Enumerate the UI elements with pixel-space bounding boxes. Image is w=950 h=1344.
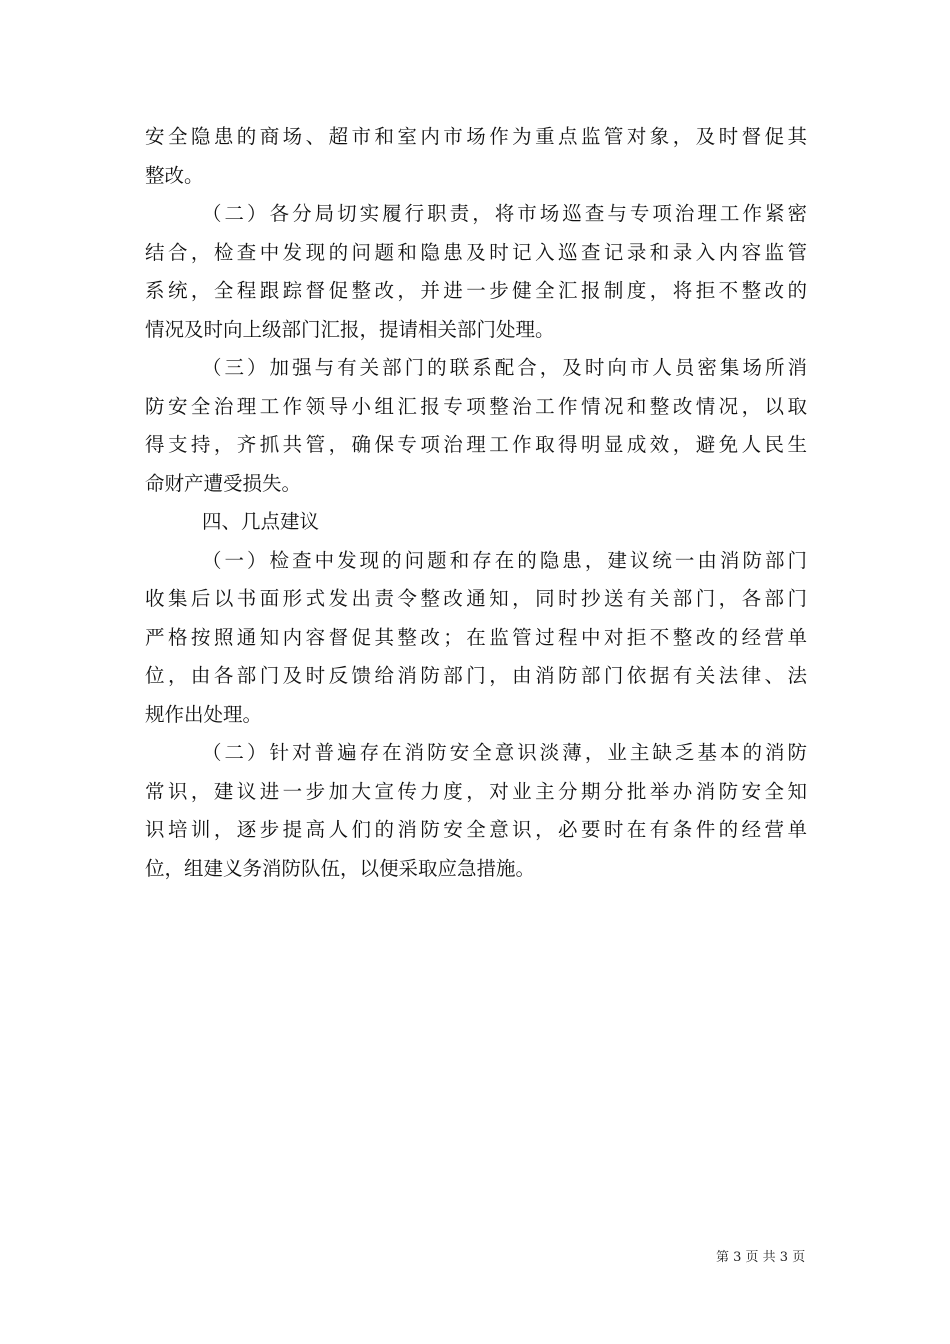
text-line: 位，组建义务消防队伍，以便采取应急措施。 <box>145 856 536 880</box>
text-line: 识培训，逐步提高人们的消防安全意识，必要时在有条件的经营单 <box>145 818 807 841</box>
text-line: 整改。 <box>145 163 204 187</box>
text-line: 情况及时向上级部门汇报，提请相关部门处理。 <box>145 317 555 341</box>
document-body <box>145 118 807 888</box>
text-line: 严格按照通知内容督促其整改；在监管过程中对拒不整改的经营单 <box>145 625 807 649</box>
paragraph-item-3 <box>145 349 807 503</box>
text-line: 常识，建议进一步加大宣传力度，对业主分期分批举办消防安全知 <box>145 779 807 803</box>
text-line: 收集后以书面形式发出责令整改通知，同时抄送有关部门，各部门 <box>145 587 807 610</box>
paragraph-continuation <box>145 118 807 195</box>
paragraph-suggestion-2 <box>145 734 807 888</box>
text-line: 安全隐患的商场、超市和室内市场作为重点监管对象，及时督促其 <box>145 125 807 148</box>
section-title: 四、几点建议 <box>202 510 320 533</box>
text-line: （三）加强与有关部门的联系配合，及时向市人员密集场所消 <box>202 356 807 379</box>
paragraph-item-2 <box>145 195 807 349</box>
text-line: （一）检查中发现的问题和存在的隐患，建议统一由消防部门 <box>202 548 807 572</box>
text-line: 结合，检查中发现的问题和隐患及时记入巡查记录和录入内容监管 <box>145 240 807 264</box>
text-line: 位，由各部门及时反馈给消防部门，由消防部门依据有关法律、法 <box>145 664 807 687</box>
text-line: （二）各分局切实履行职责，将市场巡查与专项治理工作紧密 <box>202 202 807 225</box>
paragraph-suggestion-1 <box>145 542 807 735</box>
section-heading <box>145 503 807 542</box>
text-line: 命财产遭受损失。 <box>145 471 302 495</box>
text-line: 防安全治理工作领导小组汇报专项整治工作情况和整改情况，以取 <box>145 394 807 418</box>
text-line: 规作出处理。 <box>145 702 263 726</box>
text-line: 系统，全程跟踪督促整改，并进一步健全汇报制度，将拒不整改的 <box>145 279 807 302</box>
page-number-footer: 第 3 页 共 3 页 <box>716 1250 806 1265</box>
text-line: 得支持，齐抓共管，确保专项治理工作取得明显成效，避免人民生 <box>145 433 807 456</box>
text-line: （二）针对普遍存在消防安全意识淡薄，业主缺乏基本的消防 <box>202 741 807 764</box>
